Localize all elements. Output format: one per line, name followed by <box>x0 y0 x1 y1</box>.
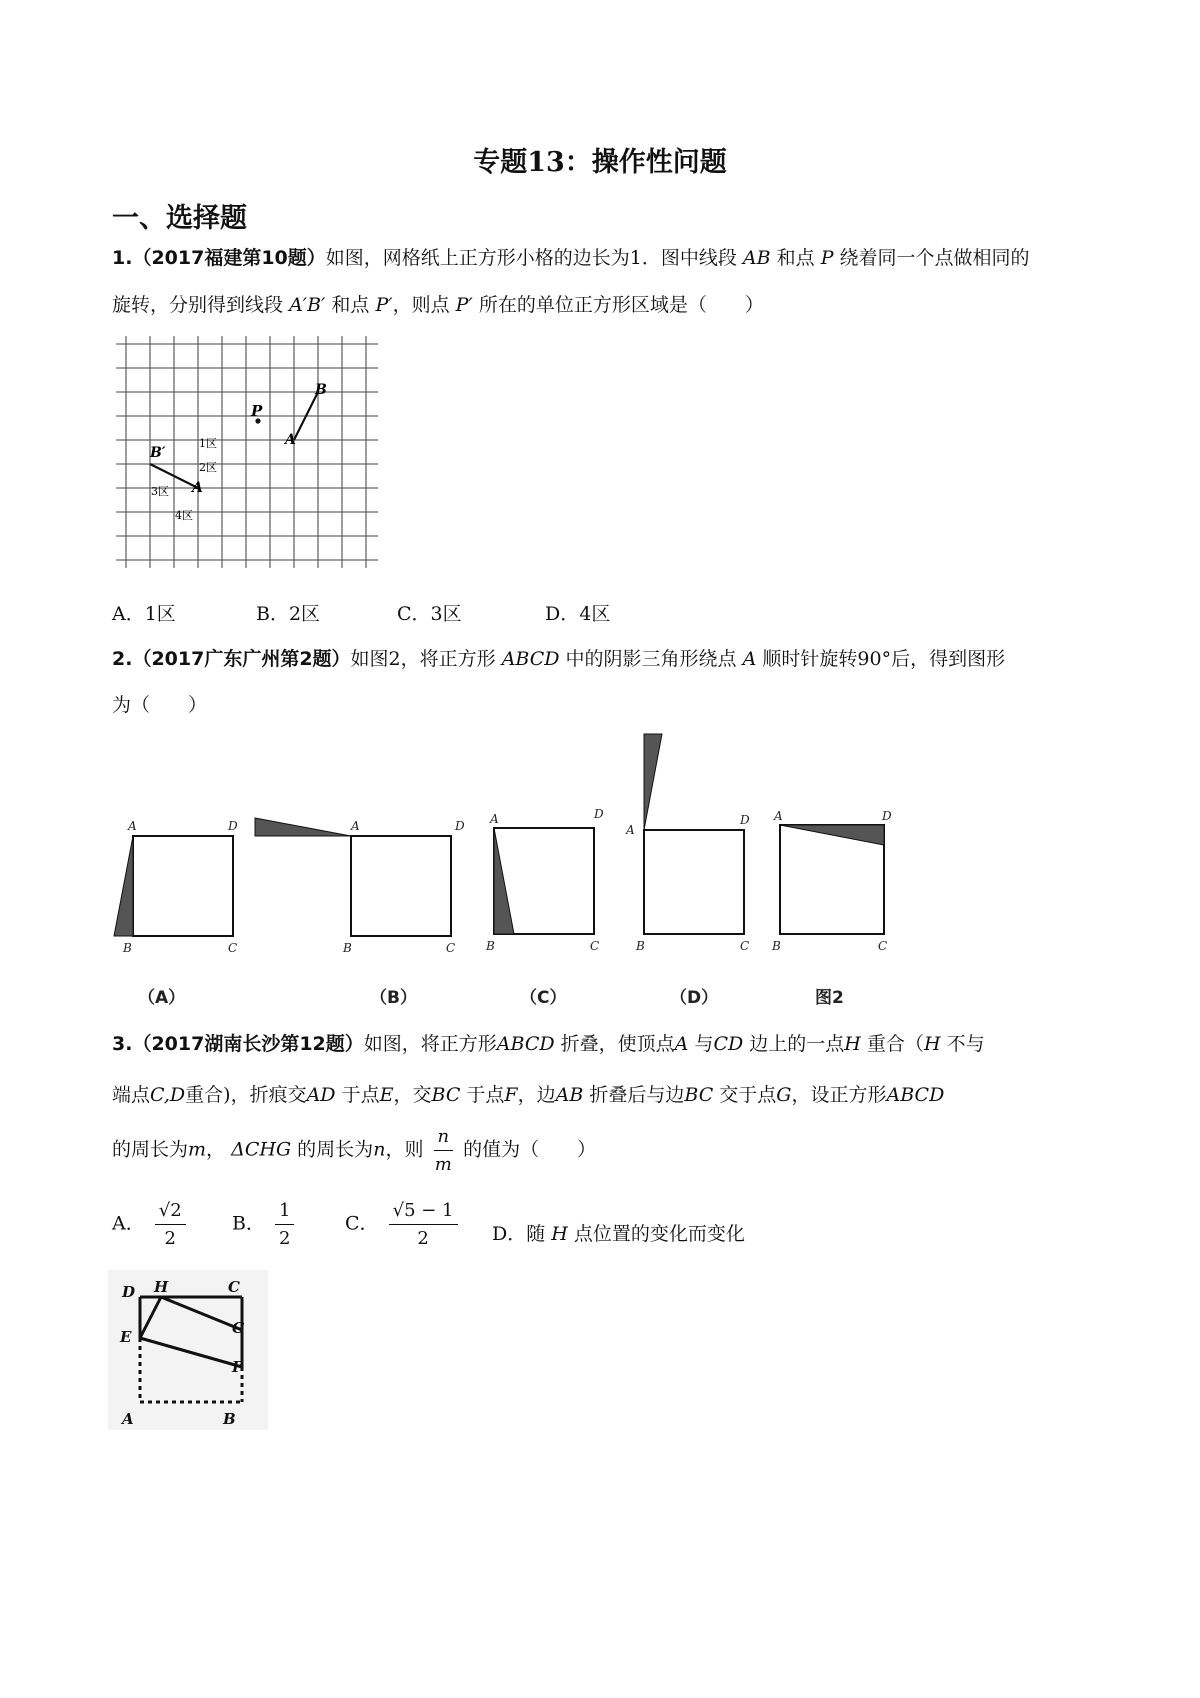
q2-caption-b: （B） <box>370 988 417 1008</box>
q2-figure-a <box>114 819 238 955</box>
q1-line-2 <box>112 290 764 317</box>
q2-point-a: A <box>742 648 757 670</box>
fraction-numerator: √2 <box>155 1200 186 1225</box>
q2-figure-2 <box>771 809 892 953</box>
q1-option-c: C．3区 <box>397 603 462 625</box>
q3-square: ABCD <box>886 1084 945 1106</box>
q1-region-4: 4区 <box>175 509 193 522</box>
q3-text: 的周长为 <box>112 1138 189 1161</box>
q3-point-h: H <box>551 1223 568 1245</box>
q2-fd-label-c: C <box>740 939 750 953</box>
fraction-denominator: 2 <box>417 1228 429 1249</box>
q3-label-g: G <box>232 1319 245 1337</box>
q1-option-b: B．2区 <box>256 603 321 625</box>
q3-point-a: A <box>674 1033 689 1055</box>
q1-label-p: P <box>251 402 263 420</box>
option-label: D．随 <box>492 1223 546 1245</box>
q3-line-2 <box>112 1080 944 1107</box>
q3-text: 重合)，折痕交 <box>185 1084 307 1106</box>
q2-caption-fig2: 图2 <box>815 988 844 1008</box>
option-fraction <box>389 1200 458 1249</box>
q1-point-pp: P′ <box>455 294 473 316</box>
q1-line-1 <box>112 243 1030 270</box>
option-text: 点位置的变化而变化 <box>573 1223 745 1245</box>
q3-point-f: F <box>504 1084 518 1106</box>
q2-square-abcd: ABCD <box>501 648 560 670</box>
q3-option-a <box>112 1200 190 1249</box>
q1-label-bprime: B′ <box>150 445 166 461</box>
section-heading: 一、选择题 <box>112 203 247 234</box>
q3-point-h: H <box>923 1033 941 1055</box>
q3-text: 的周长为 <box>297 1138 374 1161</box>
q2-fd-label-a: A <box>626 823 635 837</box>
q2-caption-d: （D） <box>670 988 719 1008</box>
option-fraction <box>275 1200 294 1249</box>
q3-text: ，边 <box>517 1084 556 1106</box>
q1-grid-figure <box>112 332 382 572</box>
option-label: C． <box>345 1212 379 1235</box>
q3-label-d: D <box>122 1283 136 1301</box>
q3-text: 端点 <box>112 1084 151 1106</box>
q1-option-a: A．1区 <box>112 603 176 625</box>
q2-figure-d <box>625 734 750 953</box>
fraction-denominator: m <box>434 1154 452 1175</box>
q1-segment-apbp: A′B′ <box>289 294 326 316</box>
q3-text: ， <box>206 1138 226 1161</box>
q3-text: 交于点 <box>719 1084 777 1106</box>
q2-f2-label-b: B <box>772 939 781 953</box>
q2-fa-label-a: A <box>128 819 137 833</box>
q3-text: 的值为（ ） <box>463 1138 597 1161</box>
q2-f2-label-a: A <box>774 809 783 823</box>
option-label: A． <box>112 1212 145 1235</box>
q2-fb-label-a: A <box>351 819 360 833</box>
q3-var-n: n <box>373 1138 386 1161</box>
q3-text: 与 <box>694 1033 714 1055</box>
q2-fd-label-d: D <box>740 813 750 827</box>
q3-point-e: E <box>379 1084 394 1106</box>
q1-text: 和点 <box>331 294 370 316</box>
q3-side-ad: AD <box>306 1084 336 1106</box>
q3-point-h: H <box>844 1033 861 1055</box>
q3-label-f: F <box>232 1358 243 1376</box>
q2-fc-label-d: D <box>594 807 604 821</box>
q2-fb-label-d: D <box>455 819 465 833</box>
q2-line-1 <box>112 644 1005 671</box>
q1-point-p: P <box>820 247 834 269</box>
q1-text: 和点 <box>776 247 815 269</box>
q3-line-3 <box>112 1126 596 1175</box>
q2-caption-a: （A） <box>138 988 186 1008</box>
q2-source: 2.（2017广东广州第2题） <box>112 648 351 670</box>
q3-label-b: B <box>223 1410 236 1428</box>
q3-side-cd: CD <box>713 1033 744 1055</box>
q2-line-2: 为（ ） <box>112 694 208 716</box>
q3-line-1 <box>112 1029 985 1056</box>
q2-f2-label-c: C <box>878 939 888 953</box>
q3-label-e: E <box>120 1328 132 1346</box>
q2-f2-label-d: D <box>882 809 892 823</box>
q1-text: ，则点 <box>392 294 450 316</box>
q2-figures <box>110 730 910 1020</box>
q3-var-m: m <box>188 1138 207 1161</box>
q3-option-b <box>232 1200 298 1249</box>
q3-label-c: C <box>228 1278 240 1296</box>
q3-points-cd: C,D <box>150 1084 186 1106</box>
q2-fa-label-d: D <box>228 819 238 833</box>
q1-label-b: B <box>315 382 327 398</box>
q2-fb-label-b: B <box>343 941 352 955</box>
q1-label-a: A <box>285 432 296 448</box>
q3-point-g: G <box>776 1084 792 1106</box>
q2-fc-label-a: A <box>490 812 499 826</box>
fraction-numerator: √5 − 1 <box>389 1200 458 1225</box>
fraction-denominator: 2 <box>164 1228 176 1249</box>
q3-text: 于点 <box>466 1084 505 1106</box>
q3-option-d <box>492 1219 745 1246</box>
q1-segment-ab: AB <box>742 247 771 269</box>
q3-triangle-chg: ΔCHG <box>231 1138 292 1161</box>
q3-text: 如图，将正方形 <box>363 1033 497 1055</box>
q3-text: ，则 <box>385 1138 424 1161</box>
q1-region-1: 1区 <box>199 437 217 450</box>
fraction-numerator: 1 <box>275 1200 294 1225</box>
q3-text: 不与 <box>946 1033 985 1055</box>
q2-fa-label-b: B <box>123 941 132 955</box>
q3-fraction-n-over-m <box>434 1126 454 1175</box>
q2-fc-label-c: C <box>590 939 600 953</box>
q3-text: ，设正方形 <box>791 1084 887 1106</box>
q3-side-bc: BC <box>431 1084 461 1106</box>
option-fraction <box>155 1200 186 1249</box>
q2-text: 顺时针旋转90°后，得到图形 <box>762 648 1006 670</box>
q3-label-a: A <box>122 1410 134 1428</box>
q2-text: 如图2，将正方形 <box>350 648 496 670</box>
q2-fd-label-b: B <box>636 939 645 953</box>
q3-text: 重合（ <box>866 1033 924 1055</box>
q1-label-aprime: A <box>192 480 203 496</box>
q1-region-3: 3区 <box>151 485 169 498</box>
q1-text: 绕着同一个点做相同的 <box>839 247 1030 269</box>
q3-text: 于点 <box>341 1084 380 1106</box>
q2-fa-label-c: C <box>228 941 238 955</box>
q1-text: 如图，网格纸上正方形小格的边长为1．图中线段 <box>325 247 737 269</box>
q3-fold-figure <box>108 1270 268 1430</box>
q3-text: 折叠，使顶点 <box>560 1033 675 1055</box>
q2-caption-c: （C） <box>520 988 567 1008</box>
q1-option-d: D．4区 <box>545 603 611 625</box>
q3-text: ，交 <box>393 1084 432 1106</box>
q3-source: 3.（2017湖南长沙第12题） <box>112 1033 364 1055</box>
q1-source: 1.（2017福建第10题） <box>112 247 326 269</box>
q1-text: 旋转，分别得到线段 <box>112 294 284 316</box>
q3-text: 边上的一点 <box>749 1033 845 1055</box>
q3-option-c <box>345 1200 462 1249</box>
q3-side-bc: BC <box>684 1084 714 1106</box>
fraction-denominator: 2 <box>279 1228 291 1249</box>
q3-label-h: H <box>154 1278 169 1296</box>
q2-fc-label-b: B <box>486 939 495 953</box>
q1-text: 所在的单位正方形区域是（ ） <box>478 294 764 316</box>
q2-figure-c <box>485 807 604 953</box>
q3-side-ab: AB <box>555 1084 584 1106</box>
fraction-numerator: n <box>434 1126 454 1151</box>
q3-text: 折叠后与边 <box>589 1084 685 1106</box>
q3-square: ABCD <box>496 1033 555 1055</box>
q2-fb-label-c: C <box>446 941 456 955</box>
q1-region-2: 2区 <box>199 461 217 474</box>
page-title: 专题13：操作性问题 <box>473 147 727 178</box>
q1-point-pp: P′ <box>375 294 393 316</box>
option-label: B． <box>232 1212 265 1235</box>
q2-figure-b <box>255 818 465 955</box>
q2-text: 中的阴影三角形绕点 <box>565 648 737 670</box>
